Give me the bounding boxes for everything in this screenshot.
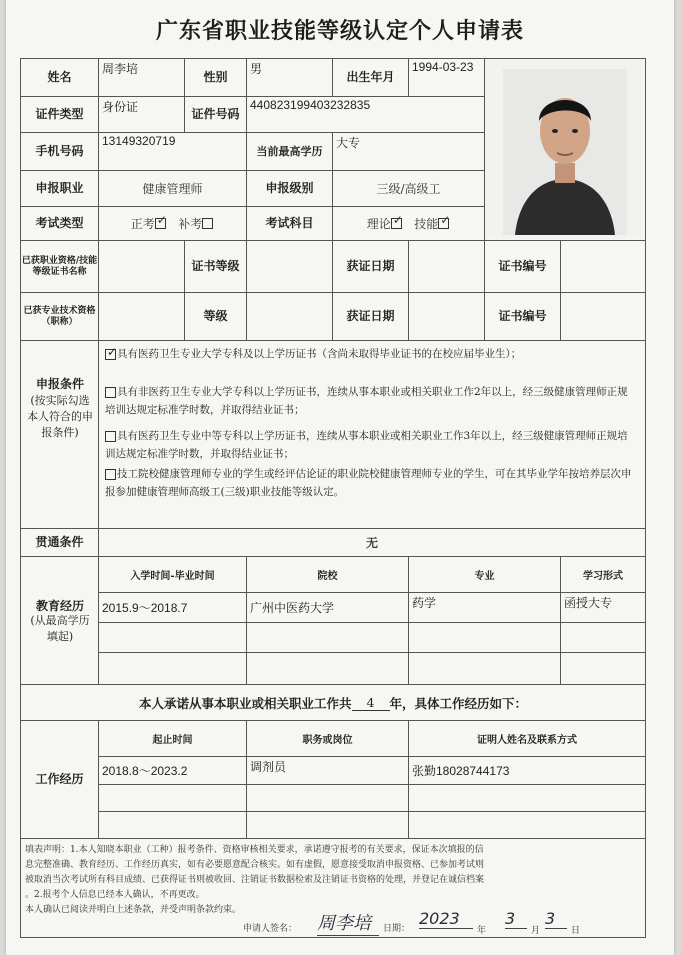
cert-level-field[interactable] — [247, 241, 333, 293]
gender-label: 性别 — [185, 59, 247, 97]
declaration-line: 。2.报考个人信息已经本人确认，不再更改。 — [25, 890, 205, 900]
condition-item[interactable]: 具有非医药卫生专业大学专科以上学历证书，连续从事本职业或相关职业工作2年以上，经三级健康管理师正规培训达规定标准学时数，并取得结业证书； — [105, 386, 628, 416]
skill-option[interactable]: 技能 — [414, 217, 439, 231]
id-type-field[interactable]: 身份证 — [99, 97, 185, 133]
exam-regular-checkbox[interactable]: ✓ — [156, 213, 167, 227]
condition-item[interactable]: 技工院校健康管理师专业的学生或经评估论证的职业院校健康管理师专业的学生，可在其毕业学年按培养层次申报参加健康管理师高级工(三级)职业技能等级认定。 — [105, 468, 632, 498]
phone-field[interactable]: 13149320719 — [99, 133, 247, 171]
work-header-reference: 证明人姓名及联系方式 — [409, 721, 645, 757]
edu-field[interactable]: 大专 — [333, 133, 485, 171]
id-no-field[interactable]: 440823199403232835 — [247, 97, 485, 133]
work-empty-cell[interactable] — [409, 812, 645, 839]
edu-empty-cell[interactable] — [561, 623, 645, 653]
declaration-line: 被取消当次考试所有科目成绩、已获得证书则被收回、注销证书数据检索及注销证书资格的处理，并登记在诚信档案 — [25, 875, 485, 885]
name-label: 姓名 — [21, 59, 99, 97]
through-label: 贯通条件 — [21, 529, 99, 557]
applicant-photo — [485, 59, 643, 239]
condition-4-checkbox[interactable] — [105, 469, 116, 480]
cert2-no-field[interactable] — [561, 293, 645, 341]
edu-header-major: 专业 — [409, 557, 561, 593]
work-header-position: 职务或岗位 — [247, 721, 409, 757]
work-header-period: 起止时间 — [99, 721, 247, 757]
cert2-no-label: 证书编号 — [485, 293, 561, 341]
edu-school-field[interactable]: 广州中医药大学 — [247, 593, 409, 623]
year-unit: 年 — [477, 926, 487, 936]
declaration-text — [25, 843, 641, 918]
subject-options — [333, 207, 485, 241]
exam-makeup-checkbox[interactable] — [202, 218, 213, 229]
cert1-name-field[interactable] — [99, 241, 185, 293]
work-period-field[interactable]: 2018.8～2023.2 — [99, 757, 247, 785]
declaration-line: 填表声明：1.本人知晓本职业（工种）报考条件、资格审核相关要求，承诺遵守报考的有关要求，保证本次填报的信 — [25, 845, 484, 855]
cert-date-label: 获证日期 — [333, 241, 409, 293]
edu-header-mode: 学习形式 — [561, 557, 645, 593]
work-empty-cell[interactable] — [409, 785, 645, 812]
application-form-page — [6, 0, 674, 955]
cert2-date-label: 获证日期 — [333, 293, 409, 341]
promise-suffix: 年，具体工作经历如下： — [389, 695, 528, 711]
condition-item[interactable]: ✓ 具有医药卫生专业大学专科及以上学历证书（含尚未取得毕业证书的在校应届毕业生）； — [107, 344, 522, 360]
month-unit: 月 — [531, 926, 541, 936]
condition-2-checkbox[interactable] — [105, 387, 116, 398]
education-note: (从最高学历填起) — [30, 614, 90, 643]
work-reference-field[interactable]: 张勤18028744173 — [409, 757, 645, 785]
edu-header-school: 院校 — [247, 557, 409, 593]
signature-name-field[interactable]: 周李培 — [317, 909, 379, 936]
conditions-label-cell — [21, 341, 99, 529]
level-field[interactable]: 三级/高级工 — [333, 171, 485, 207]
work-empty-cell[interactable] — [99, 812, 247, 839]
signature-label: 申请人签名： — [243, 924, 298, 934]
condition-item[interactable]: 具有医药卫生专业中等专科以上学历证书，连续从事本职业或相关职业工作3年以上，经三级健康管理师正规培训达规定标准学时数，并取得结业证书； — [105, 430, 628, 460]
theory-option[interactable]: 理论 — [366, 217, 391, 231]
edu-empty-cell[interactable] — [99, 653, 247, 685]
work-empty-cell[interactable] — [247, 785, 409, 812]
work-empty-cell[interactable] — [99, 785, 247, 812]
conditions-note: (按实际勾选本人符合的申报条件) — [27, 394, 93, 439]
exam-type-label: 考试类型 — [21, 207, 99, 241]
work-label: 工作经历 — [21, 721, 99, 839]
job-field[interactable]: 健康管理师 — [99, 171, 247, 207]
promise-years-field[interactable]: 4 — [352, 695, 390, 711]
day-unit: 日 — [571, 926, 581, 936]
cert-no-field[interactable] — [561, 241, 645, 293]
grade-label: 等级 — [185, 293, 247, 341]
exam-regular-option[interactable]: 正考 — [130, 217, 155, 231]
edu-empty-cell[interactable] — [247, 623, 409, 653]
education-label: 教育经历 — [35, 599, 84, 613]
promise-row — [21, 685, 645, 721]
subject-label: 考试科目 — [247, 207, 333, 241]
birth-label: 出生年月 — [333, 59, 409, 97]
cert-level-label: 证书等级 — [185, 241, 247, 293]
id-no-label: 证件号码 — [185, 97, 247, 133]
edu-empty-cell[interactable] — [247, 653, 409, 685]
signature-day-field[interactable]: 3 — [545, 909, 567, 929]
birth-field[interactable]: 1994-03-23 — [409, 59, 485, 97]
edu-empty-cell[interactable] — [561, 653, 645, 685]
exam-makeup-option[interactable]: 补考 — [178, 217, 203, 231]
name-field[interactable]: 周李培 — [99, 59, 185, 97]
promise-prefix: 本人承诺从事本职业或相关职业工作共 — [138, 695, 352, 711]
id-type-label: 证件类型 — [21, 97, 99, 133]
edu-empty-cell[interactable] — [409, 623, 561, 653]
work-position-field[interactable]: 调剂员 — [247, 757, 409, 785]
date-label: 日期： — [383, 924, 411, 934]
form-title: 广东省职业技能等级认定个人申请表 — [155, 18, 524, 44]
grade-field[interactable] — [247, 293, 333, 341]
signature-year-field[interactable]: 2023 — [419, 909, 473, 929]
work-empty-cell[interactable] — [247, 812, 409, 839]
conditions-label: 申报条件 — [35, 377, 84, 391]
cert2-label: 已获专业技术资格（职称） — [21, 293, 99, 341]
form-table — [20, 58, 646, 938]
theory-checkbox[interactable]: ✓ — [392, 213, 403, 227]
skill-checkbox[interactable]: ✓ — [440, 213, 451, 227]
edu-label: 当前最高学历 — [247, 133, 333, 171]
declaration-line: 息完整准确、教育经历、工作经历真实，如有必要愿意配合核实。如有虚假，愿意接受取消申报资格、已参加考试则 — [25, 860, 485, 870]
edu-major-field[interactable]: 药学 — [409, 593, 561, 623]
phone-label: 手机号码 — [21, 133, 99, 171]
through-field[interactable]: 无 — [99, 529, 645, 557]
cert2-name-field[interactable] — [99, 293, 185, 341]
education-label-cell — [21, 557, 99, 685]
level-label: 申报级别 — [247, 171, 333, 207]
edu-header-period: 入学时间-毕业时间 — [99, 557, 247, 593]
cert1-label: 已获职业资格/技能等级证书名称 — [21, 241, 99, 293]
condition-1-checkbox[interactable]: ✓ — [107, 344, 118, 359]
signature-month-field[interactable]: 3 — [505, 909, 527, 929]
edu-empty-cell[interactable] — [409, 653, 561, 685]
edu-empty-cell[interactable] — [99, 623, 247, 653]
declaration-line: 本人确认已阅读并明白上述条款，并受声明条款约束。 — [25, 905, 242, 915]
cert2-date-field[interactable] — [409, 293, 485, 341]
edu-period-field[interactable]: 2015.9～2018.7 — [99, 593, 247, 623]
edu-mode-field[interactable]: 函授大专 — [561, 593, 645, 623]
job-label: 申报职业 — [21, 171, 99, 207]
gender-field[interactable]: 男 — [247, 59, 333, 97]
conditions-list — [99, 341, 645, 529]
cert-no-label: 证书编号 — [485, 241, 561, 293]
photo-cell — [485, 59, 645, 241]
cert-date-field[interactable] — [409, 241, 485, 293]
condition-3-checkbox[interactable] — [105, 431, 116, 442]
exam-type-options — [99, 207, 247, 241]
